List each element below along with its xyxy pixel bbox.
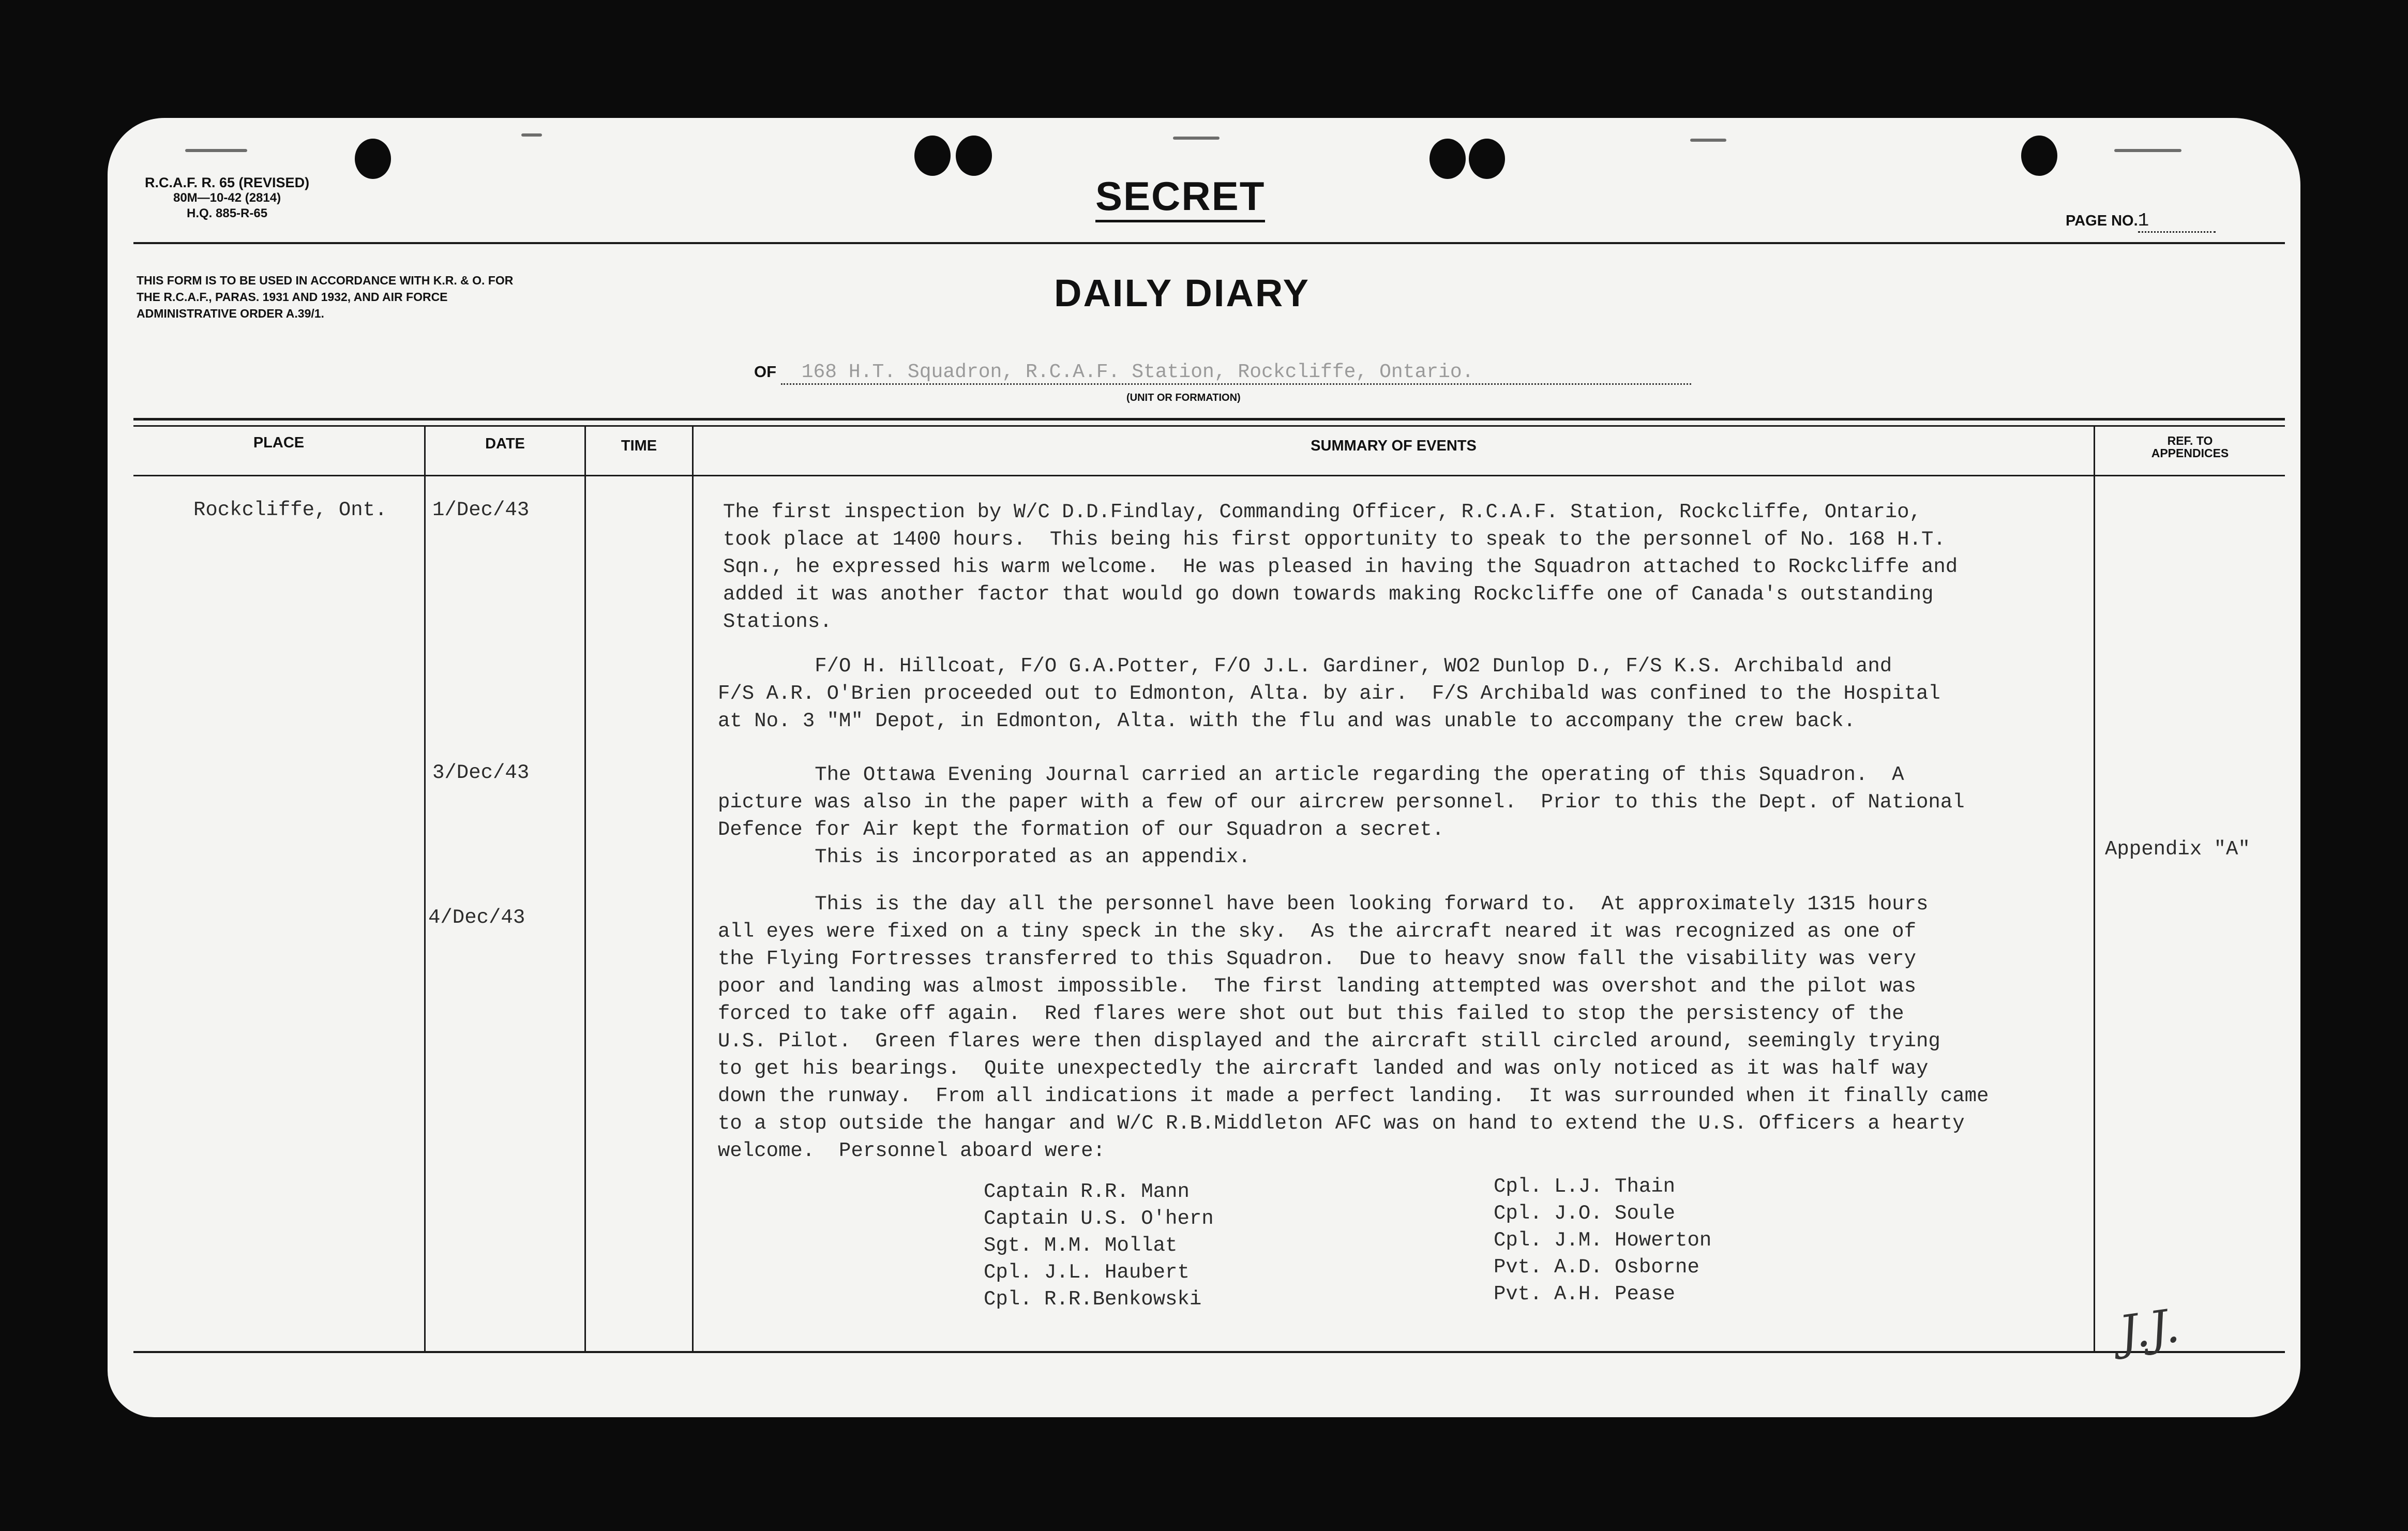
unit-value: 168 H.T. Squadron, R.C.A.F. Station, Rockcliffe, Ontario. <box>781 361 1691 385</box>
appendix-reference: Appendix "A" <box>2105 838 2250 861</box>
unit-label: OF <box>754 363 777 381</box>
smudge <box>185 149 247 152</box>
usage-notice: THIS FORM IS TO BE USED IN ACCORDANCE WITH K.R. & O. FOR THE R.C.A.F., PARAS. 1931 AND 1932, AND AIR FORCE ADMINISTRATIVE ORDER A.39/1. <box>137 274 514 320</box>
entry-summary: The first inspection by W/C D.D.Findlay, Commanding Officer, R.C.A.F. Station, Rockcliffe, Ontario, took place at 1400 hours. This being his first opportunity to speak to the personnel of No. 168 H.T. Sqn., he expressed his warm welcome. He was pleased in having the Squadron attached to Rockcliffe and added it was another factor that would go down towards making Rockcliffe one of Canada's outstanding Stations. <box>723 501 1958 633</box>
punch-hole <box>956 136 992 176</box>
unit-caption: (UNIT OR FORMATION) <box>1126 392 1241 403</box>
column-divider <box>2094 427 2095 1351</box>
header-rule <box>133 475 2285 476</box>
classification-heading: SECRET <box>1095 173 1265 222</box>
column-divider <box>584 427 586 1351</box>
smudge <box>521 133 542 137</box>
form-title: DAILY DIARY <box>1054 272 1310 314</box>
page-number-value: 1 <box>2138 210 2216 233</box>
smudge <box>2114 149 2181 152</box>
table-top-rule <box>133 418 2285 421</box>
diary-page <box>108 118 2300 1417</box>
column-header-time: TIME <box>621 438 657 454</box>
entry-date: 3/Dec/43 <box>432 761 530 784</box>
form-code-line: H.Q. 885-R-65 <box>187 206 268 220</box>
column-header-ref-line: APPENDICES <box>2151 446 2229 460</box>
column-divider <box>424 427 426 1351</box>
smudge <box>1173 137 1220 140</box>
table-top-rule <box>133 425 2285 427</box>
unit-line <box>754 361 1691 385</box>
column-header-place: PLACE <box>253 434 305 451</box>
crew-list-right: Cpl. L.J. Thain Cpl. J.O. Soule Cpl. J.M. Howerton Pvt. A.D. Osborne Pvt. A.H. Pease <box>1494 1175 1712 1305</box>
punch-hole <box>1429 139 1466 179</box>
entry-date: 4/Dec/43 <box>428 906 525 929</box>
column-header-summary: SUMMARY OF EVENTS <box>1311 438 1477 454</box>
form-code-line: 80M—10-42 (2814) <box>173 191 281 205</box>
column-header-date: DATE <box>485 436 525 452</box>
divider <box>133 242 2285 244</box>
punch-hole <box>914 136 951 176</box>
page-number-label: PAGE NO. <box>2066 213 2138 229</box>
column-divider <box>692 427 694 1351</box>
smudge <box>1690 139 1726 142</box>
column-header-ref-line: REF. TO <box>2167 434 2213 447</box>
handwritten-initials: J.J. <box>2116 1298 2183 1361</box>
form-code-line: R.C.A.F. R. 65 (REVISED) <box>145 175 310 190</box>
punch-hole <box>355 139 391 179</box>
table-bottom-rule <box>133 1351 2285 1353</box>
entry-date: 1/Dec/43 <box>432 499 530 521</box>
entry-summary: This is the day all the personnel have been looking forward to. At approximately 1315 hours all eyes were fixed on a tiny speck in the sky. As the aircraft neared it was recognized as one of the Flying Fortresses transferred to this Squadron. Due to heavy snow fall the visability was very poor and landing was almost impossible. The first landing attempted was overshot and the pilot was forced to take off again. Red flares were shot out but this failed to stop the persistency of the U.S. Pilot. Green flares were then displayed and the aircraft still circled around, seemingly trying to get his bearings. Quite unexpectedly the aircraft landed and was only noticed as it was half way down the runway. From all indications it made a perfect landing. It was surrounded when it finally came to a stop outside the hangar and W/C R.B.Middleton AFC was on hand to extend the U.S. Officers a hearty welcome. Personnel aboard were: <box>718 893 1989 1162</box>
punch-hole <box>2021 136 2057 176</box>
page-number <box>2066 210 2216 233</box>
punch-hole <box>1469 139 1505 179</box>
crew-list-left: Captain R.R. Mann Captain U.S. O'hern Sgt. M.M. Mollat Cpl. J.L. Haubert Cpl. R.R.Benkowski <box>984 1180 1214 1311</box>
entry-summary: F/O H. Hillcoat, F/O G.A.Potter, F/O J.L. Gardiner, WO2 Dunlop D., F/S K.S. Archibald and F/S A.R. O'Brien proceeded out to Edmonton, Alta. by air. F/S Archibald was confined to the Hospital at No. 3 "M" Depot, in Edmonton, Alta. with the flu and was unable to accompany the crew back. <box>718 655 1940 732</box>
form-code <box>145 175 309 221</box>
entry-summary: The Ottawa Evening Journal carried an article regarding the operating of this Squadron. A picture was also in the paper with a few of our aircrew personnel. Prior to this the Dept. of National Defence for Air kept the formation of our Squadron a secret. This is incorporated as an appendix. <box>718 763 1965 868</box>
column-header-ref <box>2095 434 2285 459</box>
entry-place: Rockcliffe, Ont. <box>193 499 387 521</box>
